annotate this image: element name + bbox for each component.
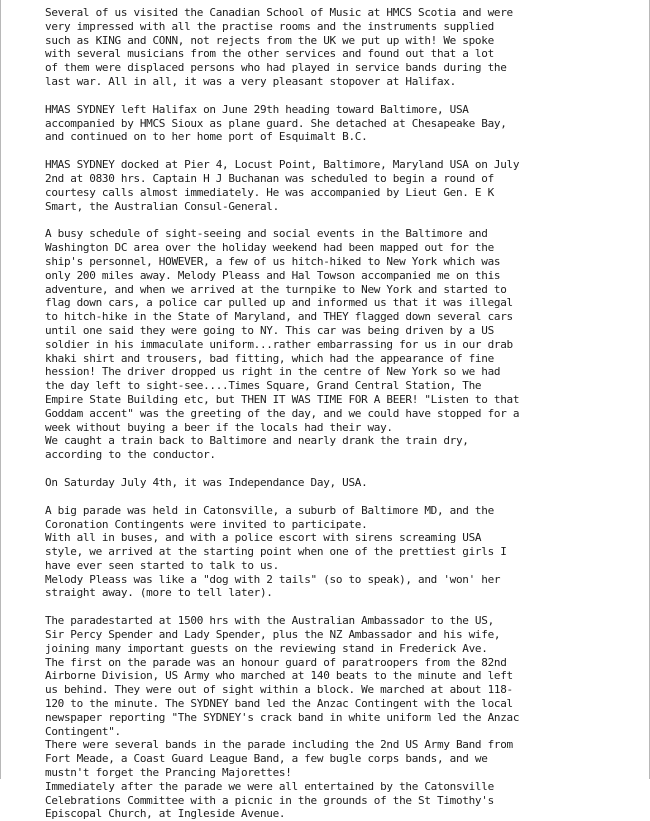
text-line: There were several bands in the parade including the 2nd US Army Band from <box>45 738 513 752</box>
paragraph <box>45 227 629 462</box>
text-line: of them were displaced persons who had played in service bands during the <box>45 61 507 75</box>
text-line: Coronation Contingents were invited to participate. <box>45 517 368 531</box>
text-line: straight away. (more to tell later). <box>45 586 273 600</box>
text-line: Goddam accent" was the greeting of the day, and we could have stopped for a <box>45 406 520 420</box>
text-line: with several musicians from the other services and found out that a lot <box>45 47 494 61</box>
text-line: style, we arrived at the starting point when one of the prettiest girls I <box>45 545 507 559</box>
document-body <box>45 6 629 821</box>
text-line: have ever seen started to talk to us. <box>45 558 279 572</box>
text-line: ship's personnel, HOWEVER, a few of us hitch-hiked to New York which was <box>45 254 501 268</box>
text-line: With all in buses, and with a police escort with sirens screaming USA <box>45 531 482 545</box>
paragraph <box>45 476 629 490</box>
paragraph <box>45 103 629 144</box>
text-line: the day left to sight-see....Times Square, Grand Central Station, The <box>45 379 482 393</box>
text-line: A busy schedule of sight-seeing and social events in the Baltimore and <box>45 227 488 241</box>
text-line: hession! The driver dropped us right in the centre of New York so we had <box>45 365 501 379</box>
text-line: Episcopal Church, at Ingleside Avenue. <box>45 807 286 821</box>
text-line: A big parade was held in Catonsville, a suburb of Baltimore MD, and the <box>45 503 494 517</box>
text-line: The first on the parade was an honour guard of paratroopers from the 82nd <box>45 655 507 669</box>
paragraph <box>45 614 629 821</box>
text-line: Sir Percy Spender and Lady Spender, plus the NZ Ambassador and his wife, <box>45 628 501 642</box>
text-line: adventure, and when we arrived at the turnpike to New York and started to <box>45 282 507 296</box>
text-line: Melody Pleass was like a "dog with 2 tails" (so to speak), and 'won' her <box>45 572 501 586</box>
text-line: 2nd at 0830 hrs. Captain H J Buchanan was scheduled to begin a round of <box>45 171 494 185</box>
text-line: We caught a train back to Baltimore and nearly drank the train dry, <box>45 434 469 448</box>
text-line: to hitch-hike in the State of Maryland, and THEY flagged down several cars <box>45 310 513 324</box>
text-line: Several of us visited the Canadian School of Music at HMCS Scotia and were <box>45 6 513 19</box>
text-line: according to the conductor. <box>45 448 216 462</box>
text-line: Smart, the Australian Consul-General. <box>45 199 279 213</box>
text-line: week without buying a beer if the locals had their way. <box>45 420 393 434</box>
text-line: last war. All in all, it was a very pleasant stopover at Halifax. <box>45 74 456 88</box>
text-line: HMAS SYDNEY docked at Pier 4, Locust Point, Baltimore, Maryland USA on July <box>45 158 520 172</box>
text-line: The paradestarted at 1500 hrs with the Australian Ambassador to the US, <box>45 614 494 628</box>
text-line: Celebrations Committee with a picnic in the grounds of the St Timothy's <box>45 793 494 807</box>
text-line: joining many important guests on the reviewing stand in Frederick Ave. <box>45 641 488 655</box>
text-line: soldier in his immaculate uniform...rather embarrassing for us in our drab <box>45 337 513 351</box>
text-line: HMAS SYDNEY left Halifax on June 29th heading toward Baltimore, USA <box>45 102 469 116</box>
text-line: Washington DC area over the holiday weekend had been mapped out for the <box>45 241 494 255</box>
text-line: Airborne Division, US Army who marched at 140 beats to the minute and left <box>45 669 513 683</box>
text-line: Immediately after the parade we were all entertained by the Catonsville <box>45 779 494 793</box>
text-line: courtesy calls almost immediately. He was accompanied by Lieut Gen. E K <box>45 185 494 199</box>
text-line: On Saturday July 4th, it was Independance Day, USA. <box>45 475 368 489</box>
text-line: us behind. They were out of sight within a block. We marched at about 118- <box>45 683 513 697</box>
paragraph <box>45 6 629 89</box>
text-line: accompanied by HMCS Sioux as plane guard. She detached at Chesapeake Bay, <box>45 116 507 130</box>
text-line: only 200 miles away. Melody Pleass and Hal Towson accompanied me on this <box>45 268 501 282</box>
text-line: flag down cars, a police car pulled up and informed us that it was illegal <box>45 296 513 310</box>
text-line: Contingent". <box>45 724 121 738</box>
text-line: until one said they were going to NY. This car was being driven by a US <box>45 323 494 337</box>
text-line: mustn't forget the Prancing Majorettes! <box>45 766 292 780</box>
text-line: khaki shirt and trousers, bad fitting, which had the appearance of fine <box>45 351 494 365</box>
text-line: Fort Meade, a Coast Guard League Band, a few bugle corps bands, and we <box>45 752 488 766</box>
text-line: newspaper reporting "The SYDNEY's crack band in white uniform led the Anzac <box>45 710 520 724</box>
paragraph <box>45 504 629 601</box>
text-line: Empire State Building etc, but THEN IT WAS TIME FOR A BEER! "Listen to that <box>45 392 520 406</box>
text-line: such as KING and CONN, not rejects from the UK we put up with! We spoke <box>45 33 494 47</box>
text-line: 120 to the minute. The SYDNEY band led the Anzac Contingent with the local <box>45 697 513 711</box>
text-line: very impressed with all the practise rooms and the instruments supplied <box>45 19 494 33</box>
text-line: and continued on to her home port of Esquimalt B.C. <box>45 130 368 144</box>
paragraph <box>45 158 629 213</box>
